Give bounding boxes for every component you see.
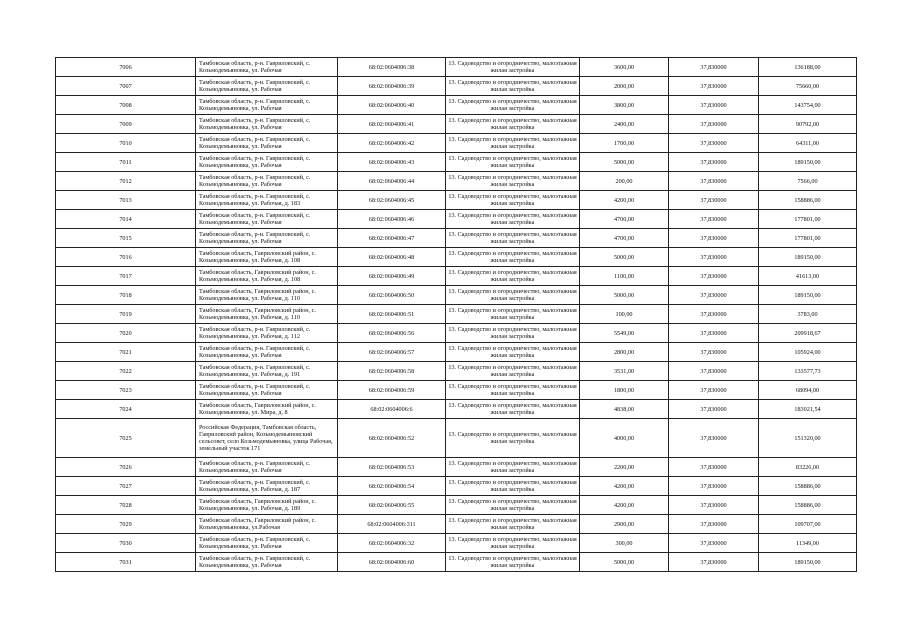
area-cell: 4700,00 bbox=[580, 210, 669, 229]
cadastral-number-cell: 68:02:0604006:55 bbox=[338, 496, 446, 515]
cadastral-number-cell: 68:02:0604006:45 bbox=[338, 191, 446, 210]
cadastral-number-cell: 68:02:0604006:49 bbox=[338, 267, 446, 286]
land-use-cell: 13. Садоводство и огородничество, малоэтажная жилая застройка bbox=[446, 515, 580, 534]
cadastral-value-cell: 64311,00 bbox=[759, 134, 857, 153]
cadastral-number-cell: 68:02:0604006:51 bbox=[338, 305, 446, 324]
area-cell: 1700,00 bbox=[580, 134, 669, 153]
row-number-cell: 7023 bbox=[56, 381, 196, 400]
area-cell: 300,00 bbox=[580, 534, 669, 553]
cadastral-number-cell: 68:02:0604006:50 bbox=[338, 286, 446, 305]
address-cell: Тамбовская область, р-н. Гавриловский, с. Козьмодемьяновка, ул. Рабочая bbox=[196, 153, 338, 172]
row-number-cell: 7027 bbox=[56, 477, 196, 496]
area-cell: 4200,00 bbox=[580, 477, 669, 496]
address-cell: Тамбовская область, р-н. Гавриловский, с. Козьмодемьяновка, ул. Рабочая, д. 187 bbox=[196, 477, 338, 496]
area-cell: 5549,00 bbox=[580, 324, 669, 343]
cadastral-value-table bbox=[55, 57, 857, 572]
table-row bbox=[56, 515, 857, 534]
table-row bbox=[56, 343, 857, 362]
land-use-cell: 13. Садоводство и огородничество, малоэтажная жилая застройка bbox=[446, 477, 580, 496]
address-cell: Тамбовская область, р-н. Гавриловский, с. Козьмодемьяновка, ул. Рабочая bbox=[196, 553, 338, 572]
cadastral-value-cell: 7566,00 bbox=[759, 172, 857, 191]
address-cell: Тамбовская область, р-н. Гавриловский, с. Козьмодемьяновка, ул. Рабочая bbox=[196, 458, 338, 477]
address-cell: Тамбовская область, Гавриловский район, с. Козьмодемьяновка, ул. Рабочая, д. 110 bbox=[196, 305, 338, 324]
table-row bbox=[56, 115, 857, 134]
specific-value-cell: 37,830000 bbox=[669, 96, 759, 115]
land-use-cell: 13. Садоводство и огородничество, малоэтажная жилая застройка bbox=[446, 172, 580, 191]
table-row bbox=[56, 267, 857, 286]
land-use-cell: 13. Садоводство и огородничество, малоэтажная жилая застройка bbox=[446, 248, 580, 267]
row-number-cell: 7007 bbox=[56, 77, 196, 96]
row-number-cell: 7006 bbox=[56, 58, 196, 77]
table-row bbox=[56, 58, 857, 77]
address-cell: Тамбовская область, р-н. Гавриловский, с. Козьмодемьяновка, ул. Рабочая bbox=[196, 343, 338, 362]
area-cell: 3800,00 bbox=[580, 96, 669, 115]
land-use-cell: 13. Садоводство и огородничество, малоэтажная жилая застройка bbox=[446, 96, 580, 115]
area-cell: 5000,00 bbox=[580, 553, 669, 572]
table-row bbox=[56, 553, 857, 572]
table-row bbox=[56, 458, 857, 477]
area-cell: 5000,00 bbox=[580, 153, 669, 172]
area-cell: 2000,00 bbox=[580, 77, 669, 96]
specific-value-cell: 37,830000 bbox=[669, 458, 759, 477]
area-cell: 4700,00 bbox=[580, 229, 669, 248]
cadastral-value-cell: 83226,00 bbox=[759, 458, 857, 477]
cadastral-value-cell: 143754,00 bbox=[759, 96, 857, 115]
specific-value-cell: 37,830000 bbox=[669, 115, 759, 134]
cadastral-number-cell: 68:02:0604006:6 bbox=[338, 400, 446, 419]
specific-value-cell: 37,830000 bbox=[669, 77, 759, 96]
cadastral-value-cell: 136188,00 bbox=[759, 58, 857, 77]
cadastral-value-cell: 189150,00 bbox=[759, 248, 857, 267]
row-number-cell: 7012 bbox=[56, 172, 196, 191]
cadastral-number-cell: 68:02:0604006:32 bbox=[338, 534, 446, 553]
specific-value-cell: 37,830000 bbox=[669, 381, 759, 400]
row-number-cell: 7022 bbox=[56, 362, 196, 381]
cadastral-number-cell: 68:02:0604006:39 bbox=[338, 77, 446, 96]
cadastral-number-cell: 68:02:0604006:57 bbox=[338, 343, 446, 362]
cadastral-value-cell: 158886,00 bbox=[759, 496, 857, 515]
specific-value-cell: 37,830000 bbox=[669, 248, 759, 267]
area-cell: 4838,00 bbox=[580, 400, 669, 419]
land-use-cell: 13. Садоводство и огородничество, малоэтажная жилая застройка bbox=[446, 153, 580, 172]
cadastral-value-cell: 3783,00 bbox=[759, 305, 857, 324]
row-number-cell: 7015 bbox=[56, 229, 196, 248]
table-row bbox=[56, 324, 857, 343]
row-number-cell: 7017 bbox=[56, 267, 196, 286]
table-row bbox=[56, 534, 857, 553]
area-cell: 4200,00 bbox=[580, 191, 669, 210]
land-use-cell: 13. Садоводство и огородничество, малоэтажная жилая застройка bbox=[446, 77, 580, 96]
address-cell: Российская Федерация, Тамбовская область, Гавриловский район, Козьмодемьяновский сельсовет, село Козьмодемьяновка, улица Рабочая, земельный участок 171 bbox=[196, 419, 338, 458]
land-use-cell: 13. Садоводство и огородничество, малоэтажная жилая застройка bbox=[446, 115, 580, 134]
cadastral-number-cell: 68:02:0604006:44 bbox=[338, 172, 446, 191]
cadastral-value-cell: 133577,73 bbox=[759, 362, 857, 381]
cadastral-value-cell: 75660,00 bbox=[759, 77, 857, 96]
specific-value-cell: 37,830000 bbox=[669, 515, 759, 534]
address-cell: Тамбовская область, р-н. Гавриловский, с. Козьмодемьяновка, ул. Рабочая bbox=[196, 134, 338, 153]
cadastral-value-cell: 105924,00 bbox=[759, 343, 857, 362]
cadastral-number-cell: 68:02:0604006:48 bbox=[338, 248, 446, 267]
area-cell: 5000,00 bbox=[580, 286, 669, 305]
row-number-cell: 7009 bbox=[56, 115, 196, 134]
specific-value-cell: 37,830000 bbox=[669, 210, 759, 229]
specific-value-cell: 37,830000 bbox=[669, 153, 759, 172]
specific-value-cell: 37,830000 bbox=[669, 58, 759, 77]
cadastral-value-cell: 68094,00 bbox=[759, 381, 857, 400]
address-cell: Тамбовская область, р-н. Гавриловский, с. Козьмодемьяновка, ул. Рабочая bbox=[196, 210, 338, 229]
table-row bbox=[56, 153, 857, 172]
land-use-cell: 13. Садоводство и огородничество, малоэтажная жилая застройка bbox=[446, 324, 580, 343]
area-cell: 2400,00 bbox=[580, 115, 669, 134]
cadastral-number-cell: 68:02:0604006:52 bbox=[338, 419, 446, 458]
table-body bbox=[56, 58, 857, 572]
row-number-cell: 7013 bbox=[56, 191, 196, 210]
land-use-cell: 13. Садоводство и огородничество, малоэтажная жилая застройка bbox=[446, 419, 580, 458]
table-row bbox=[56, 496, 857, 515]
cadastral-value-cell: 90792,00 bbox=[759, 115, 857, 134]
row-number-cell: 7016 bbox=[56, 248, 196, 267]
row-number-cell: 7008 bbox=[56, 96, 196, 115]
cadastral-value-cell: 189150,00 bbox=[759, 553, 857, 572]
cadastral-number-cell: 68:02:0604006:311 bbox=[338, 515, 446, 534]
area-cell: 5000,00 bbox=[580, 248, 669, 267]
cadastral-value-cell: 151320,00 bbox=[759, 419, 857, 458]
address-cell: Тамбовская область, р-н. Гавриловский, с. Козьмодемьяновка, ул. Рабочая bbox=[196, 96, 338, 115]
row-number-cell: 7020 bbox=[56, 324, 196, 343]
area-cell: 200,00 bbox=[580, 172, 669, 191]
cadastral-value-cell: 189150,00 bbox=[759, 153, 857, 172]
area-cell: 4200,00 bbox=[580, 496, 669, 515]
specific-value-cell: 37,830000 bbox=[669, 477, 759, 496]
row-number-cell: 7031 bbox=[56, 553, 196, 572]
area-cell: 3600,00 bbox=[580, 58, 669, 77]
cadastral-number-cell: 68:02:0604006:42 bbox=[338, 134, 446, 153]
row-number-cell: 7010 bbox=[56, 134, 196, 153]
land-use-cell: 13. Садоводство и огородничество, малоэтажная жилая застройка bbox=[446, 496, 580, 515]
specific-value-cell: 37,830000 bbox=[669, 229, 759, 248]
table-row bbox=[56, 362, 857, 381]
cadastral-number-cell: 68:02:0604006:41 bbox=[338, 115, 446, 134]
land-use-cell: 13. Садоводство и огородничество, малоэтажная жилая застройка bbox=[446, 362, 580, 381]
area-cell: 1100,00 bbox=[580, 267, 669, 286]
table-row bbox=[56, 191, 857, 210]
cadastral-value-cell: 158886,00 bbox=[759, 477, 857, 496]
area-cell: 100,00 bbox=[580, 305, 669, 324]
cadastral-value-cell: 158886,00 bbox=[759, 191, 857, 210]
table-row bbox=[56, 381, 857, 400]
table-row bbox=[56, 305, 857, 324]
table-row bbox=[56, 77, 857, 96]
land-use-cell: 13. Садоводство и огородничество, малоэтажная жилая застройка bbox=[446, 381, 580, 400]
specific-value-cell: 37,830000 bbox=[669, 362, 759, 381]
row-number-cell: 7030 bbox=[56, 534, 196, 553]
cadastral-number-cell: 68:02:0604006:38 bbox=[338, 58, 446, 77]
address-cell: Тамбовская область, р-н. Гавриловский, с. Козьмодемьяновка, ул. Рабочая bbox=[196, 77, 338, 96]
cadastral-value-cell: 11349,00 bbox=[759, 534, 857, 553]
cadastral-number-cell: 68:02:0604006:47 bbox=[338, 229, 446, 248]
area-cell: 2200,00 bbox=[580, 458, 669, 477]
cadastral-number-cell: 68:02:0604006:56 bbox=[338, 324, 446, 343]
row-number-cell: 7021 bbox=[56, 343, 196, 362]
specific-value-cell: 37,830000 bbox=[669, 267, 759, 286]
address-cell: Тамбовская область, Гавриловский район, с. Козьмодемьяновка, ул. Рабочая, д. 110 bbox=[196, 286, 338, 305]
table-row bbox=[56, 419, 857, 458]
land-use-cell: 13. Садоводство и огородничество, малоэтажная жилая застройка bbox=[446, 400, 580, 419]
address-cell: Тамбовская область, р-н. Гавриловский, с. Козьмодемьяновка, ул. Рабочая, д. 191 bbox=[196, 362, 338, 381]
address-cell: Тамбовская область, р-н. Гавриловский, с. Козьмодемьяновка, ул. Рабочая, д. 112 bbox=[196, 324, 338, 343]
row-number-cell: 7018 bbox=[56, 286, 196, 305]
address-cell: Тамбовская область, Гавриловский район, с. Козьмодемьяновка, ул. Мира, д. 8 bbox=[196, 400, 338, 419]
specific-value-cell: 37,830000 bbox=[669, 419, 759, 458]
land-use-cell: 13. Садоводство и огородничество, малоэтажная жилая застройка bbox=[446, 229, 580, 248]
cadastral-number-cell: 68:02:0604006:60 bbox=[338, 553, 446, 572]
land-use-cell: 13. Садоводство и огородничество, малоэтажная жилая застройка bbox=[446, 534, 580, 553]
cadastral-number-cell: 68:02:0604006:59 bbox=[338, 381, 446, 400]
land-use-cell: 13. Садоводство и огородничество, малоэтажная жилая застройка bbox=[446, 343, 580, 362]
cadastral-value-cell: 177801,00 bbox=[759, 229, 857, 248]
cadastral-number-cell: 68:02:0604006:54 bbox=[338, 477, 446, 496]
area-cell: 2900,00 bbox=[580, 515, 669, 534]
cadastral-number-cell: 68:02:0604006:43 bbox=[338, 153, 446, 172]
row-number-cell: 7025 bbox=[56, 419, 196, 458]
address-cell: Тамбовская область, р-н. Гавриловский, с. Козьмодемьяновка, ул. Рабочая bbox=[196, 172, 338, 191]
row-number-cell: 7024 bbox=[56, 400, 196, 419]
cadastral-value-cell: 209918,67 bbox=[759, 324, 857, 343]
specific-value-cell: 37,830000 bbox=[669, 286, 759, 305]
table-row bbox=[56, 229, 857, 248]
specific-value-cell: 37,830000 bbox=[669, 324, 759, 343]
table-row bbox=[56, 286, 857, 305]
address-cell: Тамбовская область, Гавриловский район, с. Козьмодемьяновка, ул. Рабочая, д. 189 bbox=[196, 496, 338, 515]
cadastral-number-cell: 68:02:0604006:46 bbox=[338, 210, 446, 229]
row-number-cell: 7026 bbox=[56, 458, 196, 477]
address-cell: Тамбовская область, р-н. Гавриловский, с. Козьмодемьяновка, ул. Рабочая bbox=[196, 534, 338, 553]
row-number-cell: 7014 bbox=[56, 210, 196, 229]
row-number-cell: 7011 bbox=[56, 153, 196, 172]
specific-value-cell: 37,830000 bbox=[669, 172, 759, 191]
land-use-cell: 13. Садоводство и огородничество, малоэтажная жилая застройка bbox=[446, 267, 580, 286]
area-cell: 1800,00 bbox=[580, 381, 669, 400]
address-cell: Тамбовская область, р-н. Гавриловский, с. Козьмодемьяновка, ул. Рабочая bbox=[196, 229, 338, 248]
cadastral-value-cell: 41613,00 bbox=[759, 267, 857, 286]
table-row bbox=[56, 400, 857, 419]
cadastral-number-cell: 68:02:0604006:40 bbox=[338, 96, 446, 115]
address-cell: Тамбовская область, р-н. Гавриловский, с. Козьмодемьяновка, ул. Рабочая, д. 183 bbox=[196, 191, 338, 210]
table-row bbox=[56, 248, 857, 267]
specific-value-cell: 37,830000 bbox=[669, 400, 759, 419]
address-cell: Тамбовская область, р-н. Гавриловский, с. Козьмодемьяновка, ул. Рабочая bbox=[196, 58, 338, 77]
address-cell: Тамбовская область, Гавриловский район, с. Козьмодемьяновка, ул.Рабочая bbox=[196, 515, 338, 534]
land-use-cell: 13. Садоводство и огородничество, малоэтажная жилая застройка bbox=[446, 458, 580, 477]
address-cell: Тамбовская область, Гавриловский район, с. Козьмодемьяновка, ул. Рабочая, д. 108 bbox=[196, 248, 338, 267]
area-cell: 4000,00 bbox=[580, 419, 669, 458]
specific-value-cell: 37,830000 bbox=[669, 305, 759, 324]
row-number-cell: 7028 bbox=[56, 496, 196, 515]
land-use-cell: 13. Садоводство и огородничество, малоэтажная жилая застройка bbox=[446, 305, 580, 324]
address-cell: Тамбовская область, р-н. Гавриловский, с. Козьмодемьяновка, ул. Рабочая bbox=[196, 381, 338, 400]
specific-value-cell: 37,830000 bbox=[669, 191, 759, 210]
row-number-cell: 7019 bbox=[56, 305, 196, 324]
specific-value-cell: 37,830000 bbox=[669, 553, 759, 572]
area-cell: 3531,00 bbox=[580, 362, 669, 381]
land-use-cell: 13. Садоводство и огородничество, малоэтажная жилая застройка bbox=[446, 58, 580, 77]
cadastral-value-cell: 109707,00 bbox=[759, 515, 857, 534]
table-row bbox=[56, 477, 857, 496]
area-cell: 2800,00 bbox=[580, 343, 669, 362]
table-row bbox=[56, 96, 857, 115]
specific-value-cell: 37,830000 bbox=[669, 534, 759, 553]
address-cell: Тамбовская область, р-н. Гавриловский, с. Козьмодемьяновка, ул. Рабочая bbox=[196, 115, 338, 134]
land-use-cell: 13. Садоводство и огородничество, малоэтажная жилая застройка bbox=[446, 210, 580, 229]
land-use-cell: 13. Садоводство и огородничество, малоэтажная жилая застройка bbox=[446, 191, 580, 210]
table-row bbox=[56, 172, 857, 191]
specific-value-cell: 37,830000 bbox=[669, 343, 759, 362]
address-cell: Тамбовская область, Гавриловский район, с. Козьмодемьяновка, ул. Рабочая, д. 108 bbox=[196, 267, 338, 286]
land-use-cell: 13. Садоводство и огородничество, малоэтажная жилая застройка bbox=[446, 286, 580, 305]
cadastral-value-cell: 183021,54 bbox=[759, 400, 857, 419]
cadastral-number-cell: 68:02:0604006:53 bbox=[338, 458, 446, 477]
specific-value-cell: 37,830000 bbox=[669, 496, 759, 515]
land-use-cell: 13. Садоводство и огородничество, малоэтажная жилая застройка bbox=[446, 553, 580, 572]
row-number-cell: 7029 bbox=[56, 515, 196, 534]
cadastral-value-cell: 177801,00 bbox=[759, 210, 857, 229]
specific-value-cell: 37,830000 bbox=[669, 134, 759, 153]
table-row bbox=[56, 210, 857, 229]
table-row bbox=[56, 134, 857, 153]
cadastral-number-cell: 68:02:0604006:58 bbox=[338, 362, 446, 381]
land-use-cell: 13. Садоводство и огородничество, малоэтажная жилая застройка bbox=[446, 134, 580, 153]
cadastral-value-cell: 189150,00 bbox=[759, 286, 857, 305]
